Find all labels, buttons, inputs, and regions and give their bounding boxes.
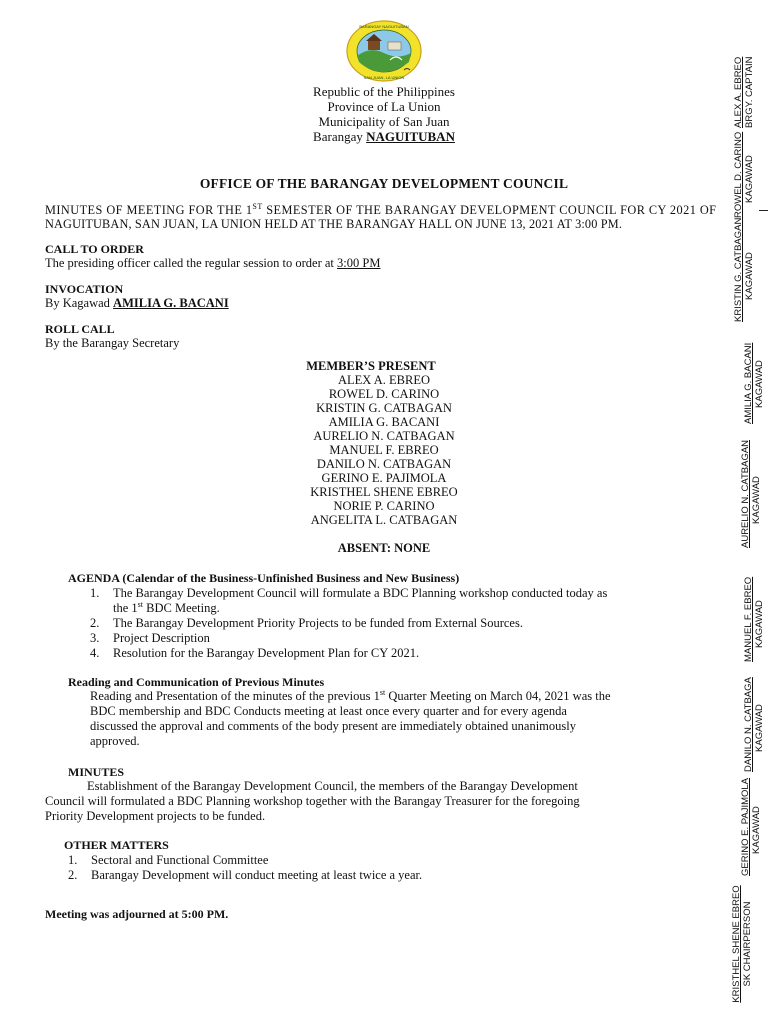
intro-part2: SEMESTER OF THE BARANGAY DEVELOPMENT COUNCIL FOR CY 2021 OF [262, 203, 717, 217]
call-to-order-heading: CALL TO ORDER [45, 242, 144, 256]
roll-call-text: By the Barangay Secretary [45, 336, 180, 350]
members-heading: MEMBER’S PRESENT [306, 359, 436, 373]
agenda-item-number: 1. [90, 586, 100, 600]
reading-text: discussed the approval and comments of the body present are immediately obtained unanimously [90, 719, 576, 733]
signature-name: ROWEL D. CARINO [733, 131, 744, 218]
other-matters-heading: OTHER MATTERS [64, 838, 169, 852]
header-municipality: Municipality of San Juan [318, 114, 450, 129]
signature-name: GERINO E. PAJIMOLA [740, 777, 751, 876]
member-name: KRISTIN G. CATBAGAN [316, 401, 452, 415]
office-title: OFFICE OF THE BARANGAY DEVELOPMENT COUNCIL [199, 176, 569, 191]
member-name: NORIE P. CARINO [333, 499, 435, 513]
signature-name: KRISTHEL SHENE EBREO [731, 885, 742, 1003]
other-matters-number: 2. [68, 868, 78, 882]
agenda-item-text: The Barangay Development Council will formulate a BDC Planning workshop conducted today as [113, 586, 608, 600]
adjourned-line: Meeting was adjourned at 5:00 PM. [45, 907, 229, 921]
signature-role: KAGAWAD [751, 476, 762, 524]
seal-bottom-text: SAN JUAN, LA UNION [363, 75, 405, 80]
invocation-heading: INVOCATION [45, 282, 124, 296]
signature-name: KRISTIN G. CATBAGAN [733, 217, 744, 322]
reading-heading: Reading and Communication of Previous Minutes [68, 675, 325, 689]
signature-role: KAGAWAD [744, 252, 755, 300]
signature-role: KAGAWAD [754, 704, 765, 752]
minutes-paragraph [45, 779, 580, 824]
reading-sup: st [379, 689, 386, 697]
invocation-sentence: By Kagawad [45, 296, 114, 310]
signature-name: AMILIA G. BACANI [743, 342, 754, 424]
invocation-text [45, 296, 229, 311]
agenda-item-text: Project Description [113, 631, 210, 645]
header-province: Province of La Union [327, 99, 441, 114]
agenda-item-sup: st [137, 599, 143, 609]
intro-part1: MINUTES OF MEETING FOR THE 1 [45, 203, 253, 217]
minutes-text: Council will formulated a BDC Planning workshop together with the Barangay Treasurer for the foregoing [45, 794, 580, 808]
other-matters-list [68, 853, 698, 883]
minutes-heading: MINUTES [68, 765, 125, 779]
minutes-text: Establishment of the Barangay Development Council, the members of the Barangay Development [87, 779, 578, 793]
signature-name: MANUEL F. EBREO [743, 576, 754, 662]
agenda-heading: AGENDA (Calendar of the Business-Unfinished Business and New Business) [68, 571, 460, 585]
signature-name: AURELIO N. CATBAGAN [740, 439, 751, 548]
document-header [0, 84, 768, 144]
call-to-order-time: 3:00 PM [337, 256, 381, 270]
reading-paragraph [90, 689, 716, 749]
intro-paragraph [45, 203, 721, 231]
signature-role: KAGAWAD [744, 155, 755, 203]
signature-role: KAGAWAD [754, 360, 765, 408]
members-present-list [0, 359, 768, 527]
signature-name: ALEX A. EBREO [733, 56, 744, 128]
barangay-prefix: Barangay [313, 129, 367, 144]
other-matters-text: Sectoral and Functional Committee [91, 853, 269, 867]
reading-text: BDC membership and BDC Conducts meeting at least once every quarter and for every agenda [90, 704, 567, 718]
member-name: MANUEL F. EBREO [329, 443, 439, 457]
agenda-item [90, 616, 720, 631]
agenda-item-text: Resolution for the Barangay Development Plan for CY 2021. [113, 646, 420, 660]
signature-role: KAGAWAD [754, 600, 765, 648]
member-name: ROWEL D. CARINO [328, 387, 440, 401]
signature-divider [759, 210, 768, 211]
agenda-item-number: 3. [90, 631, 100, 645]
barangay-seal [346, 20, 422, 82]
absent-line: ABSENT: NONE [337, 541, 431, 555]
signature-role: BRGY. CAPTAIN [744, 56, 755, 128]
other-matters-item [68, 868, 698, 883]
agenda-item-text: the 1 [113, 601, 138, 615]
other-matters-number: 1. [68, 853, 78, 867]
other-matters-item [68, 853, 698, 868]
agenda-item [90, 586, 720, 616]
agenda-item-number: 2. [90, 616, 100, 630]
header-republic: Republic of the Philippines [313, 84, 455, 99]
header-barangay [0, 129, 768, 144]
member-name: GERINO E. PAJIMOLA [321, 471, 447, 485]
member-name: ALEX A. EBREO [337, 373, 430, 387]
member-name: DANILO N. CATBAGAN [316, 457, 452, 471]
member-name: KRISTHEL SHENE EBREO [310, 485, 458, 499]
intro-sup: ST [252, 201, 263, 211]
reading-text: Quarter Meeting on March 04, 2021 was the [385, 689, 611, 703]
invocation-name: AMILIA G. BACANI [113, 296, 229, 310]
agenda-item-number: 4. [90, 646, 100, 660]
signature-name: DANILO N. CATBAGA [743, 677, 754, 772]
call-to-order-text [45, 256, 380, 271]
agenda-list [90, 586, 720, 661]
reading-text: approved. [90, 734, 140, 748]
signature-role: SK CHAIRPERSON [742, 901, 753, 987]
agenda-item-text: BDC Meeting. [143, 601, 220, 615]
member-name: AURELIO N. CATBAGAN [313, 429, 455, 443]
member-name: AMILIA G. BACANI [328, 415, 440, 429]
minutes-text: Priority Development projects to be funded. [45, 809, 266, 823]
intro-line2: NAGUITUBAN, SAN JUAN, LA UNION HELD AT THE BARANGAY HALL ON JUNE 13, 2021 AT 3:00 PM. [45, 217, 623, 231]
member-name: ANGELITA L. CATBAGAN [310, 513, 458, 527]
roll-call-heading: ROLL CALL [45, 322, 115, 336]
reading-text: Reading and Presentation of the minutes of the previous 1 [90, 689, 380, 703]
other-matters-text: Barangay Development will conduct meeting at least twice a year. [91, 868, 423, 882]
signature-role: KAGAWAD [751, 806, 762, 854]
seal-top-text: BARANGAY NAGUITUBAN [359, 24, 409, 29]
agenda-item-text: The Barangay Development Priority Projects to be funded from External Sources. [113, 616, 523, 630]
agenda-item [90, 646, 720, 661]
barangay-name: NAGUITUBAN [366, 129, 455, 144]
call-to-order-sentence: The presiding officer called the regular session to order at [45, 256, 338, 270]
agenda-item [90, 631, 720, 646]
